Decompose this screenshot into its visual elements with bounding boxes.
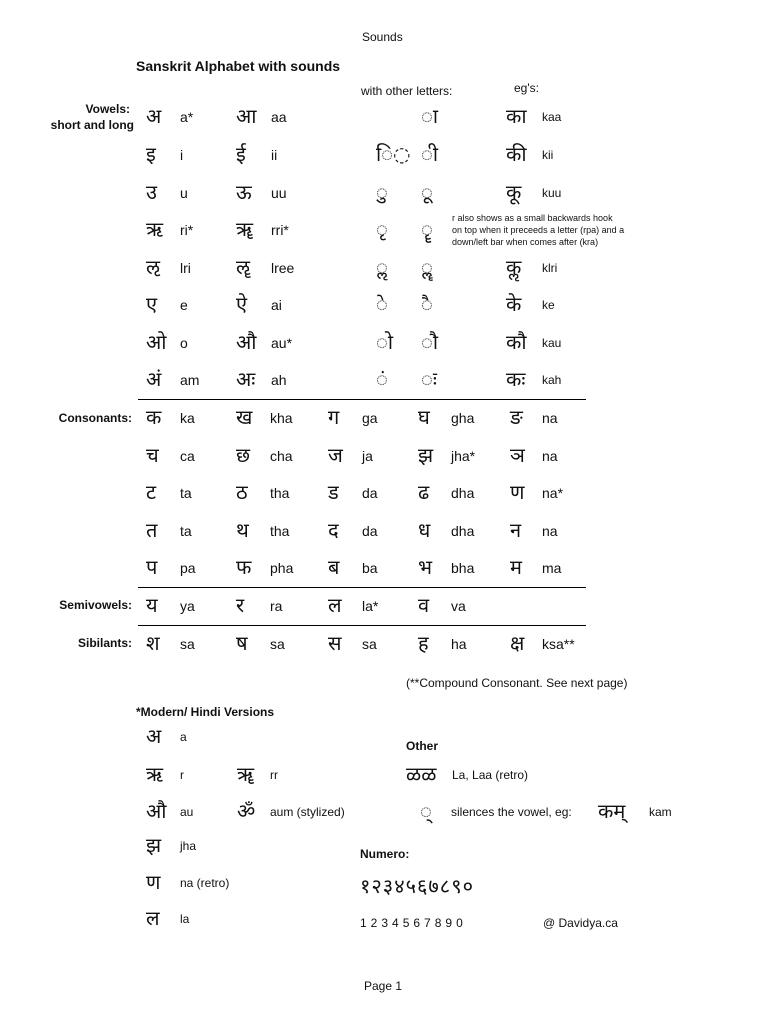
consonant-symbol: ख	[236, 405, 253, 429]
example-roman: kah	[542, 373, 562, 387]
sibilant-symbol: ष	[236, 631, 248, 655]
example-syllable: कौ	[506, 330, 527, 354]
consonant-roman: na*	[542, 485, 564, 501]
semivowel-roman: va	[451, 598, 466, 614]
modern-symbol: ऋ	[146, 762, 164, 786]
consonant-roman: ca	[180, 448, 195, 464]
vowel-symbol: इ	[146, 142, 156, 166]
consonant-roman: ka	[180, 410, 195, 426]
semivowel-symbol: ल	[328, 593, 342, 617]
consonants-label: Consonants:	[58, 411, 132, 425]
sibilant-symbol: ह	[418, 631, 429, 655]
consonant-symbol: छ	[236, 443, 251, 467]
vowel-matra: ◌ु	[376, 180, 388, 204]
consonant-roman: na	[542, 410, 558, 426]
kam-symbol: कम्	[598, 799, 626, 823]
vowel-long-symbol: ॡ	[236, 255, 250, 279]
la-retro-symbol: ळळ	[406, 762, 437, 786]
vowel-matra: ि◌	[376, 142, 411, 166]
consonant-roman: ma	[542, 560, 562, 576]
modern-roman: r	[180, 768, 184, 782]
ri-note-line: on top when it preceeds a letter (rpa) and a	[452, 225, 625, 235]
example-syllable: कः	[506, 367, 526, 391]
ri-note	[452, 212, 624, 248]
vowel-long-symbol: ॠ	[236, 217, 254, 241]
vowel-symbol: ऋ	[146, 217, 164, 241]
consonant-symbol: ज	[328, 443, 343, 467]
consonant-roman: ta	[180, 523, 192, 539]
vowel-long-roman: uu	[271, 185, 287, 201]
vowel-long-matra: ◌ू	[421, 180, 433, 204]
example-roman: klri	[542, 261, 558, 275]
consonant-symbol: च	[146, 443, 159, 467]
example-roman: ke	[542, 298, 555, 312]
consonant-symbol: ब	[328, 555, 340, 579]
consonant-symbol: ढ	[418, 480, 430, 504]
consonant-roman: dha	[451, 485, 475, 501]
example-syllable: की	[506, 142, 527, 166]
vowel-long-matra: ◌ॄ	[421, 217, 433, 241]
vowel-matra: ◌ं	[376, 367, 388, 391]
vowel-symbol: ऌ	[146, 255, 160, 279]
vowel-matra: ◌े	[376, 292, 388, 316]
vowel-symbol: अ	[146, 104, 162, 128]
vowel-symbol: ओ	[146, 330, 167, 354]
vowel-roman: lri	[180, 260, 191, 276]
sibilant-symbol: क्ष	[510, 631, 525, 655]
consonant-roman: cha	[270, 448, 293, 464]
vowel-long-roman: au*	[271, 335, 293, 351]
semivowel-symbol: र	[236, 593, 245, 617]
other-heading: Other	[406, 739, 439, 753]
example-syllable: कॢ	[506, 255, 522, 279]
vowel-long-symbol: आ	[236, 104, 257, 128]
compound-note: (**Compound Consonant. See next page)	[406, 676, 628, 690]
vowel-long-symbol: अः	[236, 367, 256, 391]
latin-numerals: 1234567890	[360, 916, 467, 930]
page-footer: Page 1	[364, 979, 403, 993]
example-syllable: का	[506, 104, 527, 128]
rr-modern-roman: rr	[270, 768, 278, 782]
sibilant-roman: ha	[451, 636, 467, 652]
devanagari-numerals: १२३४५६७८९०	[360, 874, 474, 898]
vowel-long-roman: ii	[271, 147, 278, 163]
consonant-roman: gha	[451, 410, 475, 426]
vowel-roman: ri*	[180, 222, 194, 238]
om-symbol: ॐ	[237, 799, 256, 823]
consonant-roman: bha	[451, 560, 475, 576]
consonant-roman: tha	[270, 523, 290, 539]
vowel-long-symbol: ऊ	[236, 180, 252, 204]
page-header: Sounds	[362, 30, 403, 44]
vowel-long-matra: ◌ै	[421, 292, 433, 316]
sibilant-roman: sa	[180, 636, 195, 652]
semivowel-roman: ya	[180, 598, 195, 614]
sibilant-roman: ksa**	[542, 636, 575, 652]
la-retro-roman: La, Laa (retro)	[452, 768, 529, 782]
divider-rule	[138, 399, 586, 400]
consonant-symbol: ञ	[510, 443, 525, 467]
sibilant-roman: sa	[362, 636, 377, 652]
example-roman: kii	[542, 148, 554, 162]
credit: @ Davidya.ca	[543, 916, 618, 930]
vowel-long-matra: ◌ी	[421, 142, 439, 166]
sibilant-symbol: श	[146, 631, 160, 655]
vowel-matra: ◌ृ	[376, 217, 388, 241]
semivowels-label: Semivowels:	[59, 598, 132, 612]
vowel-long-roman: ai	[271, 297, 282, 313]
rr-modern-symbol: ॠ	[237, 762, 255, 786]
consonant-symbol: ठ	[236, 480, 248, 504]
example-syllable: कू	[506, 180, 522, 204]
vowel-long-roman: lree	[271, 260, 295, 276]
modern-symbol: औ	[146, 799, 167, 823]
modern-roman: na (retro)	[180, 876, 230, 890]
consonant-symbol: ग	[328, 405, 340, 429]
vowel-long-roman: ah	[271, 372, 287, 388]
vowel-roman: o	[180, 335, 188, 351]
kam-roman: kam	[649, 805, 672, 819]
modern-symbol: अ	[146, 724, 162, 748]
vowel-long-symbol: औ	[236, 330, 257, 354]
semivowel-roman: ra	[270, 598, 283, 614]
consonant-symbol: ट	[146, 480, 157, 504]
consonant-symbol: द	[328, 518, 339, 542]
consonant-roman: jha*	[451, 448, 476, 464]
consonant-roman: na	[542, 523, 558, 539]
vowel-roman: i	[180, 147, 184, 163]
divider-rule	[138, 625, 586, 626]
consonant-symbol: म	[510, 555, 522, 579]
sibilants-label: Sibilants:	[77, 636, 132, 650]
vowel-long-symbol: ई	[236, 142, 246, 166]
modern-roman: au	[180, 805, 194, 819]
ri-note-line: down/left bar when comes after (kra)	[452, 237, 599, 247]
consonant-roman: pha	[270, 560, 294, 576]
example-roman: kuu	[542, 186, 562, 200]
modern-roman: la	[180, 912, 190, 926]
consonant-roman: da	[362, 523, 378, 539]
consonant-roman: pa	[180, 560, 196, 576]
consonant-roman: kha	[270, 410, 293, 426]
vowels-sublabel: short and long	[50, 118, 134, 132]
vowel-long-matra: ◌ा	[421, 104, 439, 128]
consonant-symbol: त	[146, 518, 158, 542]
vowel-matra: ◌ो	[376, 330, 394, 354]
numero-heading: Numero:	[360, 847, 410, 861]
examples-header: eg's:	[514, 81, 539, 95]
vowel-roman: e	[180, 297, 188, 313]
consonant-symbol: ण	[510, 480, 525, 504]
vowel-symbol: उ	[146, 180, 157, 204]
consonant-roman: dha	[451, 523, 475, 539]
divider-rule	[138, 587, 586, 588]
consonant-symbol: भ	[418, 555, 433, 579]
document-title: Sanskrit Alphabet with sounds	[136, 58, 341, 74]
sibilant-symbol: स	[328, 631, 342, 655]
vowel-long-matra: ◌ौ	[421, 330, 439, 354]
vowel-roman: u	[180, 185, 188, 201]
example-roman: kaa	[542, 110, 562, 124]
consonant-roman: da	[362, 485, 378, 501]
vowel-symbol: अं	[146, 367, 162, 391]
vowel-long-symbol: ऐ	[236, 292, 248, 316]
consonant-roman: ga	[362, 410, 378, 426]
consonant-symbol: क	[146, 405, 162, 429]
consonant-roman: na	[542, 448, 558, 464]
virama-description: silences the vowel, eg:	[451, 805, 572, 819]
consonant-symbol: थ	[236, 518, 249, 542]
consonant-roman: tha	[270, 485, 290, 501]
vowel-roman: am	[180, 372, 200, 388]
vowel-matra: ◌ॢ	[376, 255, 388, 279]
consonant-symbol: प	[146, 555, 158, 579]
modern-heading: *Modern/ Hindi Versions	[136, 705, 275, 719]
vowels-label: Vowels:	[85, 102, 130, 116]
consonant-roman: ba	[362, 560, 378, 576]
semivowel-symbol: व	[418, 593, 430, 617]
consonant-symbol: घ	[418, 405, 430, 429]
vowel-long-matra: ◌ॣ	[421, 255, 433, 279]
consonant-symbol: न	[510, 518, 522, 542]
consonant-roman: ta	[180, 485, 192, 501]
consonant-symbol: ङ	[510, 405, 523, 429]
ri-note-line: r also shows as a small backwards hook	[452, 213, 613, 223]
with-other-letters-header: with other letters:	[361, 84, 453, 98]
virama-symbol: ◌्	[420, 799, 432, 823]
example-roman: kau	[542, 336, 562, 350]
vowel-roman: a*	[180, 109, 194, 125]
modern-symbol: ल	[146, 906, 160, 930]
vowel-long-roman: aa	[271, 109, 287, 125]
modern-symbol: ण	[146, 870, 161, 894]
vowel-symbol: ए	[146, 292, 158, 316]
semivowel-roman: la*	[362, 598, 379, 614]
modern-roman: a	[180, 730, 187, 744]
consonant-symbol: फ	[236, 555, 252, 579]
modern-symbol: झ	[146, 833, 162, 857]
om-roman: aum (stylized)	[270, 805, 345, 819]
example-syllable: के	[506, 292, 522, 316]
semivowel-symbol: य	[146, 593, 158, 617]
sibilant-roman: sa	[270, 636, 285, 652]
modern-roman: jha	[180, 839, 197, 853]
consonant-symbol: झ	[418, 443, 434, 467]
vowel-long-matra: ◌ः	[421, 367, 437, 391]
consonant-symbol: ध	[418, 518, 431, 542]
consonant-roman: ja	[362, 448, 373, 464]
consonant-symbol: ड	[328, 480, 339, 504]
vowel-long-roman: rri*	[271, 222, 289, 238]
